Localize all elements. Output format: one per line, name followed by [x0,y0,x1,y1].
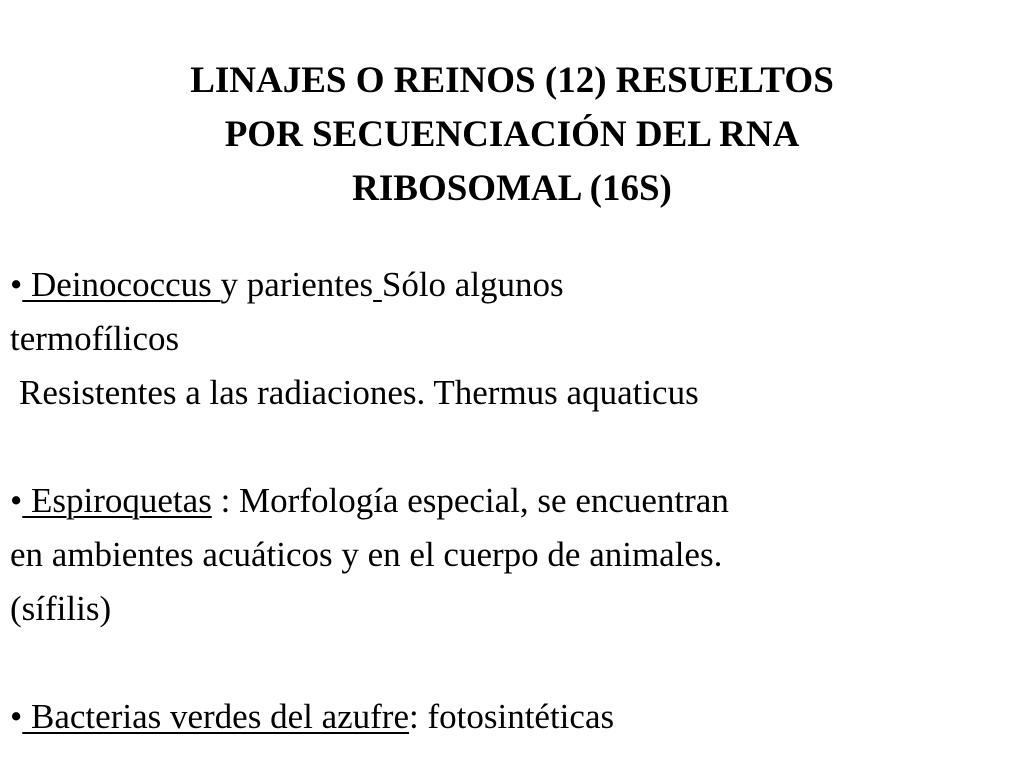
bullet-glyph: • [10,265,23,304]
title-line-1: LINAJES O REINOS (12) RESUELTOS [190,60,834,101]
bullet-glyph: • [10,697,23,736]
item-term: Espiroquetas [22,481,212,520]
bullet-glyph: • [10,481,23,520]
title-line-3: RIBOSOMAL (16S) [352,168,672,209]
item-line [10,474,1010,528]
item-text: : Morfología especial, se encuentran [211,481,729,520]
title-line-2: POR SECUENCIACIÓN DEL RNA [224,114,800,155]
item-text: y parientes [220,265,374,304]
item-line [10,258,1010,312]
spacer [10,636,1010,690]
slide-title [0,54,1024,216]
item-line: Resistentes a las radiaciones. Thermus aquaticus [19,373,699,412]
bullet-item-bacterias-verdes [10,690,1010,744]
bullet-item-deinococcus [10,258,1010,420]
item-term: Deinococcus [22,265,221,304]
slide-body [10,258,1010,744]
item-line: en ambientes acuáticos y en el cuerpo de animales. [10,535,723,574]
item-term: Bacterias verdes del azufre [22,697,409,736]
bullet-item-espiroquetas [10,474,1010,636]
item-text: : fotosintéticas [409,697,615,736]
item-line: termofílicos [10,319,180,358]
item-line: (sífilis) [10,589,112,628]
item-gap [373,265,382,304]
item-line [10,690,1010,744]
spacer [10,420,1010,474]
item-text: Sólo algunos [381,265,564,304]
